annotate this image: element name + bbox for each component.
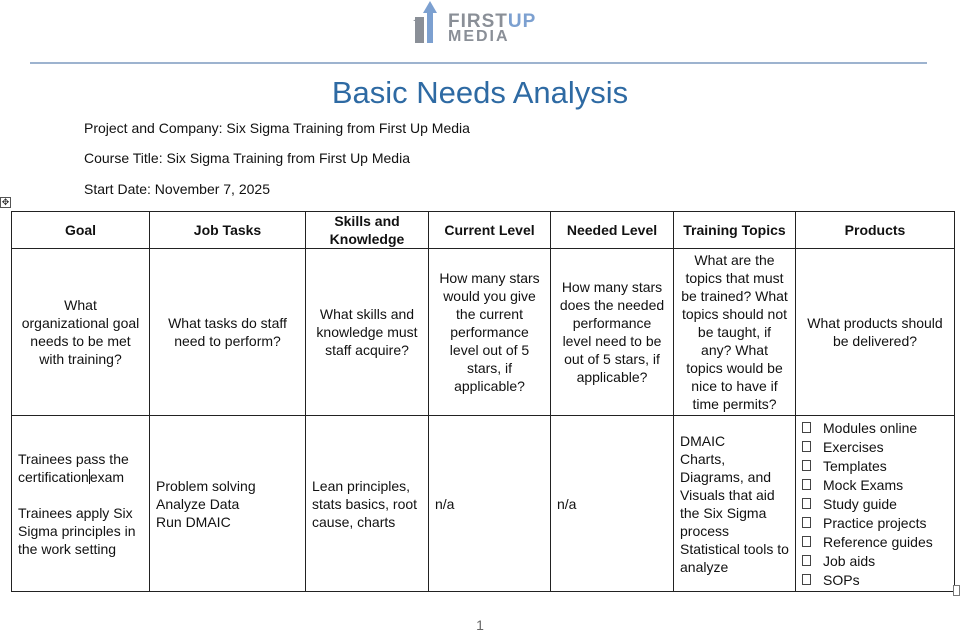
goal-item-1-text: Trainees pass the certification bbox=[18, 450, 129, 485]
goal-item-2: Trainees apply Six Sigma principles in the work setting bbox=[18, 504, 136, 557]
goal-item-1 bbox=[18, 450, 143, 486]
table-resize-handle[interactable] bbox=[953, 585, 960, 596]
logo-media: MEDIA bbox=[448, 28, 510, 45]
job-task-item: Run DMAIC bbox=[156, 513, 231, 530]
cell-products[interactable] bbox=[796, 416, 955, 592]
checkbox-icon[interactable] bbox=[802, 441, 811, 452]
job-task-item: Analyze Data bbox=[156, 495, 240, 512]
desc-needed-level[interactable]: How many stars does the needed performance level need to be out of 5 stars, if applicable? bbox=[551, 249, 674, 416]
header-training-topics[interactable]: Training Topics bbox=[674, 212, 796, 249]
checkbox-icon[interactable] bbox=[802, 422, 811, 433]
course-title-line[interactable]: Course Title: Six Sigma Training from First Up Media bbox=[84, 150, 410, 166]
product-label: Reference guides bbox=[823, 533, 933, 550]
product-item[interactable] bbox=[802, 513, 948, 532]
cell-current-level[interactable]: n/a bbox=[429, 416, 551, 592]
checkbox-icon[interactable] bbox=[802, 555, 811, 566]
desc-skills[interactable]: What skills and knowledge must staff acquire? bbox=[306, 249, 429, 416]
product-item[interactable] bbox=[802, 494, 948, 513]
goal-item-1-rest: exam bbox=[89, 468, 125, 485]
checkbox-icon[interactable] bbox=[802, 574, 811, 585]
product-label: SOPs bbox=[823, 571, 860, 588]
header-skills-knowledge[interactable]: Skills and Knowledge bbox=[306, 212, 429, 249]
product-item[interactable] bbox=[802, 456, 948, 475]
desc-job-tasks[interactable]: What tasks do staff need to perform? bbox=[150, 249, 306, 416]
desc-training-topics[interactable]: What are the topics that must be trained? What topics should not be taught, if any? What topics would be nice to have if time permits? bbox=[674, 249, 796, 416]
header-job-tasks[interactable]: Job Tasks bbox=[150, 212, 306, 249]
job-task-item: Problem solving bbox=[156, 477, 256, 494]
checkbox-icon[interactable] bbox=[802, 479, 811, 490]
topic-item: DMAIC bbox=[680, 432, 726, 449]
topic-item: Statistical tools to analyze bbox=[680, 540, 789, 575]
products-checklist bbox=[802, 418, 948, 589]
logo-arrow-icon bbox=[412, 0, 446, 46]
page-number: 1 bbox=[476, 617, 484, 633]
desc-products[interactable]: What products should be delivered? bbox=[796, 249, 955, 416]
cell-job-tasks[interactable] bbox=[150, 416, 306, 592]
product-label: Practice projects bbox=[823, 514, 927, 531]
table-move-handle-icon[interactable]: ✥ bbox=[1, 197, 10, 207]
table-row-answers bbox=[12, 416, 955, 592]
needs-analysis-table bbox=[11, 211, 955, 592]
checkbox-icon[interactable] bbox=[802, 517, 811, 528]
header-current-level[interactable]: Current Level bbox=[429, 212, 551, 249]
checkbox-icon[interactable] bbox=[802, 460, 811, 471]
company-logo bbox=[412, 0, 562, 46]
product-label: Job aids bbox=[823, 552, 876, 569]
product-item[interactable] bbox=[802, 475, 948, 494]
desc-current-level[interactable]: How many stars would you give the current performance level out of 5 stars, if applicable? bbox=[429, 249, 551, 416]
table-row-descriptions bbox=[12, 249, 955, 416]
product-label: Modules online bbox=[823, 419, 918, 436]
checkbox-icon[interactable] bbox=[802, 498, 811, 509]
checkbox-icon[interactable] bbox=[802, 536, 811, 547]
product-item[interactable] bbox=[802, 551, 948, 570]
document-title[interactable]: Basic Needs Analysis bbox=[331, 75, 629, 110]
table-header-row bbox=[12, 212, 955, 249]
start-date-line[interactable]: Start Date: November 7, 2025 bbox=[84, 181, 270, 197]
product-item[interactable] bbox=[802, 418, 948, 437]
header-divider bbox=[30, 62, 927, 64]
cell-training-topics[interactable] bbox=[674, 416, 796, 592]
product-label: Study guide bbox=[823, 495, 897, 512]
logo-first: FIRST bbox=[448, 11, 508, 32]
header-goal[interactable]: Goal bbox=[12, 212, 150, 249]
header-products[interactable]: Products bbox=[796, 212, 955, 249]
logo-up: UP bbox=[507, 11, 537, 32]
header-needed-level[interactable]: Needed Level bbox=[551, 212, 674, 249]
product-item[interactable] bbox=[802, 437, 948, 456]
topic-item: Charts, Diagrams, and Visuals that aid the Six Sigma process bbox=[680, 450, 775, 539]
product-item[interactable] bbox=[802, 570, 948, 589]
cell-goal[interactable] bbox=[12, 416, 150, 592]
project-company-line[interactable]: Project and Company: Six Sigma Training from First Up Media bbox=[84, 120, 470, 136]
product-label: Mock Exams bbox=[823, 476, 904, 493]
product-label: Templates bbox=[823, 457, 887, 474]
desc-goal[interactable]: What organizational goal needs to be met with training? bbox=[12, 249, 150, 416]
product-label: Exercises bbox=[823, 438, 884, 455]
cell-skills[interactable]: Lean principles, stats basics, root cause, charts bbox=[306, 416, 429, 592]
product-item[interactable] bbox=[802, 532, 948, 551]
cell-needed-level[interactable]: n/a bbox=[551, 416, 674, 592]
